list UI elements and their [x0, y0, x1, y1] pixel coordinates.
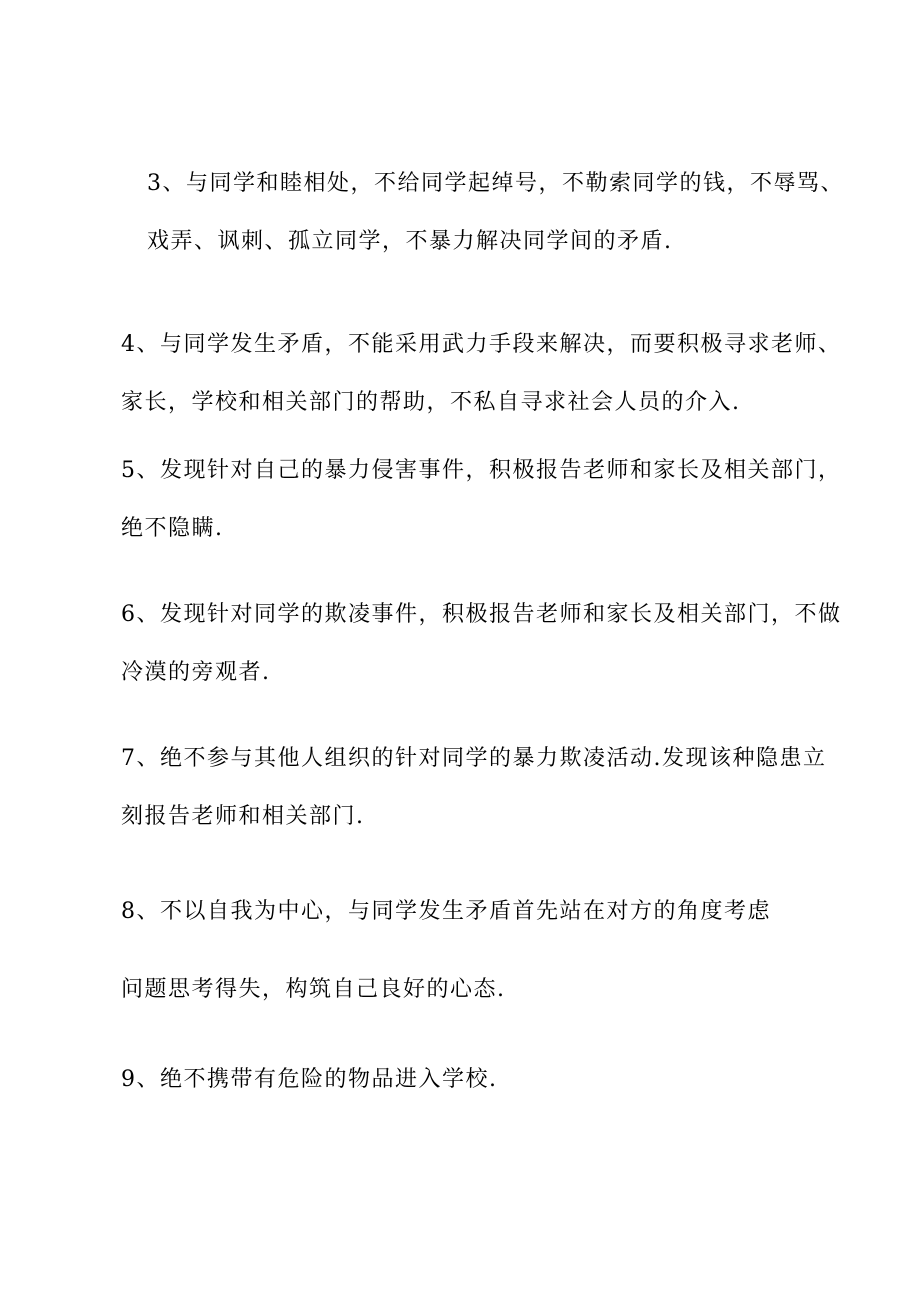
rule-item-7-line-2: 刻报告老师和相关部门. [121, 804, 365, 829]
rule-item-8-continued-line-1: 问题思考得失，构筑自己良好的心态. [121, 977, 506, 1002]
rule-item-4 [121, 316, 841, 432]
rule-item-6-line-1: 6、发现针对同学的欺凌事件，积极报告老师和家长及相关部门，不做 [121, 602, 842, 627]
rule-item-3-line-1: 3、与同学和睦相处，不给同学起绰号，不勒索同学的钱，不辱骂、 [147, 171, 844, 196]
rule-item-7 [121, 730, 841, 846]
rule-item-6-line-2: 冷漠的旁观者. [121, 660, 271, 685]
rule-item-8-line-1: 8、不以自我为中心，与同学发生矛盾首先站在对方的角度考虑 [121, 899, 771, 924]
rule-item-4-line-1: 4、与同学发生矛盾，不能采用武力手段来解决，而要积极寻求老师、 [121, 332, 842, 357]
rule-item-4-line-2: 家长，学校和相关部门的帮助，不私自寻求社会人员的介入. [121, 390, 741, 415]
rule-item-5-line-2: 绝不隐瞒. [121, 516, 224, 541]
rule-item-3 [121, 155, 844, 271]
rule-item-5 [121, 442, 841, 558]
rule-item-8 [121, 883, 841, 941]
rule-item-6 [121, 586, 841, 702]
rule-item-5-line-1: 5、发现针对自己的暴力侵害事件，积极报告老师和家长及相关部门， [121, 458, 842, 483]
rule-item-9-line-1: 9、绝不携带有危险的物品进入学校. [121, 1067, 498, 1092]
rule-item-3-line-2: 戏弄、讽刺、孤立同学，不暴力解决同学间的矛盾. [147, 229, 673, 254]
rule-item-8-continued [121, 961, 841, 1019]
rule-item-9 [121, 1051, 841, 1109]
rule-item-7-line-1: 7、绝不参与其他人组织的针对同学的暴力欺凌活动.发现该种隐患立 [121, 746, 827, 771]
